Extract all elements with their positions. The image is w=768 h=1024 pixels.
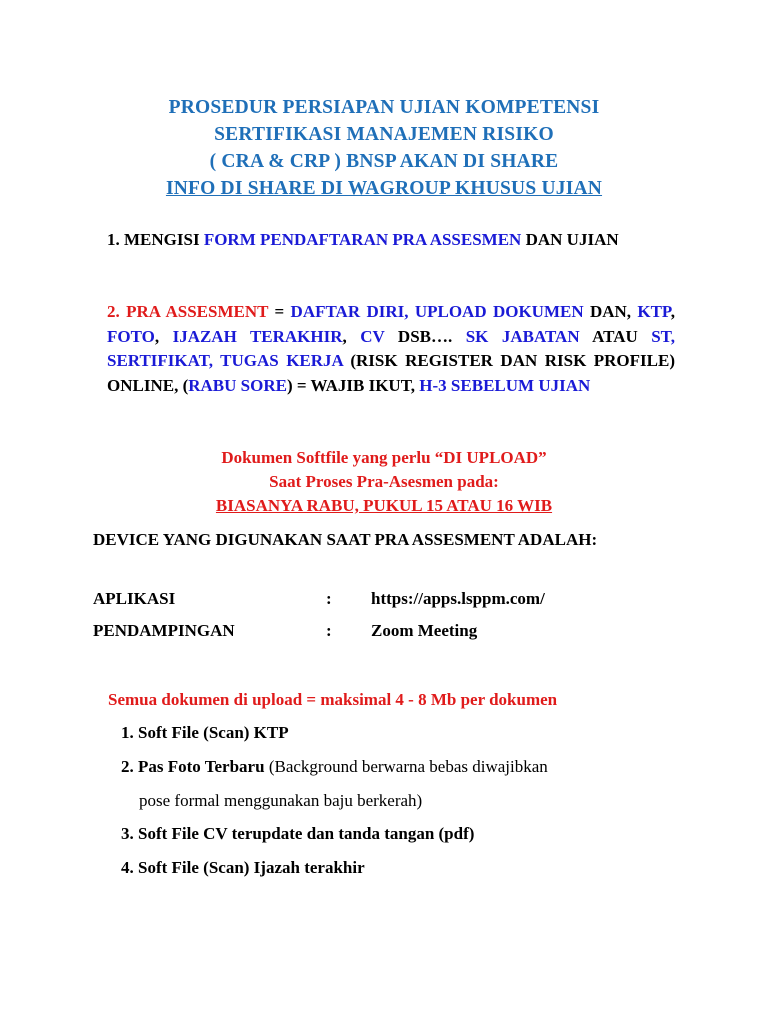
title-line-1: PROSEDUR PERSIAPAN UJIAN KOMPETENSI	[168, 97, 600, 118]
device-row-pendampingan	[93, 619, 653, 643]
notice-line-1: Dokumen Softfile yang perlu “DI UPLOAD”	[221, 448, 547, 467]
step-1	[107, 228, 675, 253]
device-sep: :	[326, 589, 332, 608]
step-2-t6: ,	[154, 326, 173, 346]
device-label: APLIKASI	[93, 589, 176, 608]
list-item-bold: 1. Soft File (Scan) KTP	[121, 723, 289, 742]
list-item	[121, 755, 548, 779]
step-2-number: 2. PRA ASSESMENT	[107, 302, 269, 321]
step-2-ktp: KTP	[637, 302, 671, 321]
step-1-suffix: DAN UJIAN	[521, 230, 619, 249]
list-item-normal: pose formal menggunakan baju berkerah)	[139, 791, 423, 810]
step-1-highlight: FORM PENDAFTARAN PRA ASSESMEN	[203, 230, 522, 249]
step-2-t1: DAFTAR DIRI, UPLOAD DOKUMEN	[290, 302, 584, 321]
step-2-t16: ) = WAJIB IKUT,	[286, 375, 420, 395]
list-item-normal: (Background berwarna bebas diwajibkan	[264, 757, 548, 776]
notice-line-3-text: BIASANYA RABU, PUKUL 15 ATAU 16 WIB	[215, 496, 553, 515]
device-value: Zoom Meeting	[371, 621, 478, 640]
step-2-t2: DAN,	[583, 302, 638, 321]
list-item	[139, 789, 422, 813]
title-line-3: ( CRA & CRP ) BNSP AKAN DI SHARE	[209, 151, 559, 172]
notice-line-2: Saat Proses Pra-Asesmen pada:	[269, 472, 499, 491]
step-2-rabu-sore: RABU SORE	[188, 375, 287, 395]
device-sep: :	[326, 621, 332, 640]
step-2-st: ST, SERTIFIKAT, TUGAS KERJA	[107, 326, 675, 370]
notice-line-3	[0, 494, 768, 519]
list-item-bold: 3. Soft File CV terupdate dan tanda tangan (pdf)	[121, 824, 475, 843]
docs-heading: Semua dokumen di upload = maksimal 4 - 8 Mb per dokumen	[108, 690, 558, 709]
title-line-4	[0, 175, 768, 202]
device-label: PENDAMPINGAN	[93, 621, 235, 640]
step-2-eq: =	[268, 302, 291, 321]
step-2-ijazah: IJAZAH TERAKHIR	[172, 326, 343, 346]
step-2	[107, 300, 675, 398]
step-2-t10: DSB….	[384, 326, 466, 346]
list-item	[121, 822, 474, 846]
title-line-2: SERTIFIKASI MANAJEMEN RISIKO	[214, 124, 554, 145]
list-item-bold: 4. Soft File (Scan) Ijazah terakhir	[121, 858, 365, 877]
list-item-bold: 2. Pas Foto Terbaru	[121, 757, 265, 776]
device-value: https://apps.lsppm.com/	[371, 589, 545, 608]
step-1-prefix: 1. MENGISI	[107, 230, 204, 249]
step-2-t12: ATAU	[579, 326, 652, 346]
step-2-cv: CV	[360, 326, 385, 346]
list-item	[121, 856, 365, 880]
device-heading: DEVICE YANG DIGUNAKAN SAAT PRA ASSESMENT ADALAH:	[93, 530, 598, 549]
step-2-foto: FOTO	[107, 326, 155, 346]
step-2-t8: ,	[342, 326, 361, 346]
title-line-4-text: INFO DI SHARE DI WAGROUP KHUSUS UJIAN	[165, 178, 603, 199]
step-2-sk-jabatan: SK JABATAN	[465, 326, 580, 346]
device-row-aplikasi	[93, 587, 653, 611]
list-item	[121, 721, 289, 745]
step-2-h3: H-3 SEBELUM UJIAN	[419, 375, 591, 395]
step-2-t14: (RISK REGISTER DAN RISK PROFILE) ONLINE, (	[107, 351, 675, 395]
step-2-t4: ,	[670, 302, 676, 321]
